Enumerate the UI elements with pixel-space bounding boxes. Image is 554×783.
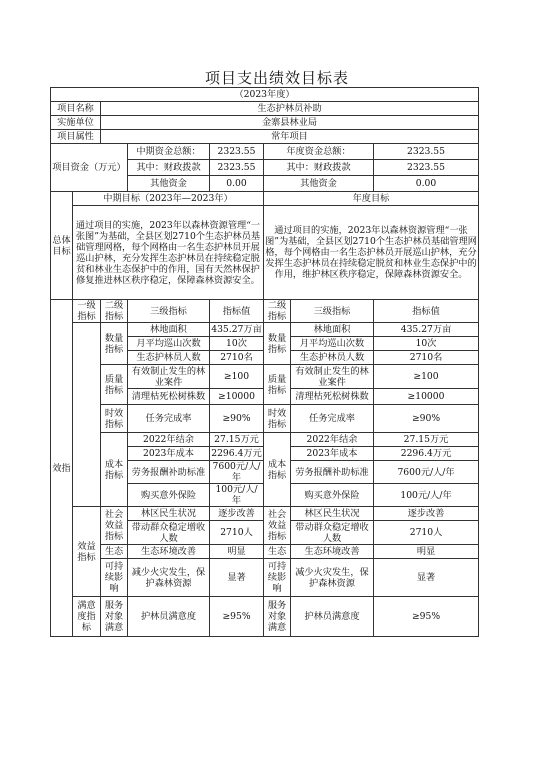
row-cost2023-mid-value: 2296.4万元 [211,448,262,459]
unit-label: 实施单位 [51,116,101,130]
sub-time: 时效指标 [101,405,128,433]
row-income-mid-value: 2710人 [210,521,264,545]
row-cost2023-year: 2023年成本 [291,447,374,461]
sub-quantity: 数量指标 [101,323,128,365]
row-satisfy-mid: 护林员满意度 [128,597,210,637]
row-task-mid: 任务完成率 [128,405,210,433]
mid-fiscal-label: 其中：财政拨款 [128,160,210,176]
row-income-mid: 带动群众稳定增收人数 [128,521,210,545]
row-pay-mid-value: 7600元/人/年 [210,461,264,484]
sub-cost-year: 成本指标 [264,433,291,507]
row-area-year-value: 435.27万亩 [374,323,479,337]
row-insurance-mid: 购买意外保险 [128,484,210,507]
sub-time-year: 时效指标 [264,405,291,433]
row-area-mid: 林地面积 [128,323,210,337]
sub-quantity-year: 数量指标 [264,323,291,365]
header-level2: 二级指标 [101,300,128,323]
year-goal-header: 年度目标 [264,192,479,206]
row-fire-year-value: 显著 [374,559,479,597]
row-patrol-mid-value: 10次 [210,337,264,351]
row-task-year: 任务完成率 [291,405,374,433]
header-value: 指标值 [210,300,264,323]
row-area-mid-value: 435.27万亩 [211,324,262,335]
year-other-label: 其他资金 [264,176,374,192]
row-patrol-year: 月平均巡山次数 [291,337,374,351]
cat-satisfaction: 满意度指标 [73,597,101,637]
year-fiscal: 2323.55 [374,160,479,176]
row-balance-year-value: 27.15万元 [374,433,479,447]
row-area-year: 林地面积 [291,323,374,337]
attr-label: 项目属性 [51,130,101,144]
project-name: 生态护林员补助 [101,102,479,116]
row-income-year: 带动群众稳定增收人数 [291,521,374,545]
row-patrol-year-value: 10次 [374,337,479,351]
sub-service: 服务对象满意 [101,597,128,637]
sub-service-year: 服务对象满意 [264,597,291,637]
sub-sustain: 可持续影响 [101,559,128,597]
year-goal-text: 通过项目的实施，2023年以森林资源管理“一张图”为基础，全县区划2710个生态护林员基础管理网格，每个网格由一名生态护林员开展巡山护林，充分发挥生态护林员在持续稳定脱贫和林业生态保护中的作用，维护林区秩序稳定，保障森林资源安全。 [264,206,479,300]
row-env-year-value: 明显 [374,545,479,559]
cat-output [73,323,101,507]
header-value-year: 指标值 [374,300,479,323]
goal-label: 总体目标 [51,192,73,300]
row-env-mid-value: 明显 [210,545,264,559]
project-name-label: 项目名称 [51,102,101,116]
row-insurance-mid-value: 100元/人/年 [210,484,264,507]
year-cell: （2023年度） [51,88,479,102]
row-rangers-mid: 生态护林员人数 [128,351,210,365]
row-env-mid: 生态环境改善 [128,545,210,559]
row-pay-mid: 劳务报酬补助标准 [128,461,210,484]
performance-table [50,87,479,637]
mid-other: 0.00 [210,176,264,192]
row-income-year-value: 2710人 [374,521,479,545]
row-task-year-value: ≥90% [374,405,479,433]
sub-quality-year: 质量指标 [264,365,291,405]
row-satisfy-year-value: ≥95% [374,597,479,637]
header-level1: 一级指标 [73,300,101,323]
row-patrol-mid: 月平均巡山次数 [128,337,210,351]
page-title: 项目支出绩效目标表 [204,69,349,87]
row-satisfy-mid-value: ≥95% [210,597,264,637]
sub-social-year: 社会效益指标 [264,507,291,545]
row-balance-mid-value: 27.15万元 [210,433,264,447]
sub-eco: 生态 [101,545,128,559]
row-balance-year: 2022年结余 [291,433,374,447]
mid-fiscal: 2323.55 [210,160,264,176]
row-trees-year: 清理枯死松树株数 [291,389,374,405]
row-cost2023-year-value: 2296.4万元 [374,447,479,461]
row-pay-year: 劳务报酬补助标准 [291,461,374,484]
row-insurance-year: 购买意外保险 [291,484,374,507]
row-fire-year: 减少火灾发生，保护森林资源 [291,559,374,597]
sub-cost: 成本指标 [101,433,128,507]
row-satisfy-year: 护林员满意度 [291,597,374,637]
header-level3: 三级指标 [128,300,210,323]
year-other: 0.00 [374,176,479,192]
mid-goal-text: 通过项目的实施，2023年以森林资源管理“一张图”为基础，全县区划2710个生态护林员基础管理网格，每个网格由一名生态护林员开展巡山护林，充分发挥生态护林员在持续稳定脱贫和林业生态保护中的作用，国有天然林保护修复推进林区秩序稳定，保障森林资源安全。 [73,206,264,300]
year-funds: 2323.55 [374,144,479,160]
row-cases-year-value: ≥100 [374,365,479,389]
row-insurance-year-value: 100元/人/年 [374,484,479,507]
year-fiscal-label: 其中：财政拨款 [264,160,374,176]
row-trees-mid: 清理枯死松树株数 [128,389,210,405]
unit-value: 金寨县林业局 [101,116,479,130]
row-fire-mid-value: 显著 [210,559,264,597]
funds-label: 项目资金（万元） [51,144,128,192]
perf-label: 效指 [51,300,73,637]
sub-quality: 质量指标 [101,365,128,405]
row-rangers-year: 生态护林员人数 [291,351,374,365]
row-rangers-year-value: 2710名 [374,351,479,365]
row-livelihood-year-value: 逐步改善 [374,507,479,521]
attr-value: 常年项目 [101,130,479,144]
row-fire-mid: 减少火灾发生，保护森林资源 [128,559,210,597]
row-livelihood-mid-value: 逐步改善 [210,507,264,521]
row-livelihood-mid: 林区民生状况 [128,507,210,521]
row-cases-mid: 有效制止发生的林业案件 [128,365,210,389]
header-level3-year: 三级指标 [291,300,374,323]
sub-sustain-year: 可持续影响 [264,559,291,597]
row-cost2023-mid: 2023年成本 [128,447,210,461]
header-level2-year: 二级指标 [264,300,291,323]
row-cases-year: 有效制止发生的林业案件 [291,365,374,389]
year-funds-label: 年度资金总额： [264,144,374,160]
row-balance-mid: 2022年结余 [128,433,210,447]
row-trees-year-value: ≥10000 [374,389,479,405]
row-cases-mid-value: ≥100 [210,365,264,389]
mid-funds-label: 中期资金总额： [128,144,210,160]
mid-funds: 2323.55 [210,144,264,160]
mid-other-label: 其他资金 [128,176,210,192]
row-trees-mid-value: ≥10000 [210,389,264,405]
row-pay-year-value: 7600元/人/年 [374,461,479,484]
sub-social: 社会效益指标 [101,507,128,545]
mid-goal-header: 中期目标（2023年—2023年） [73,192,264,206]
sub-eco-year: 生态 [264,545,291,559]
row-task-mid-value: ≥90% [210,405,264,433]
row-livelihood-year: 林区民生状况 [291,507,374,521]
row-env-year: 生态环境改善 [291,545,374,559]
row-rangers-mid-value: 2710名 [210,351,264,365]
cat-benefit: 效益指标 [73,507,101,597]
